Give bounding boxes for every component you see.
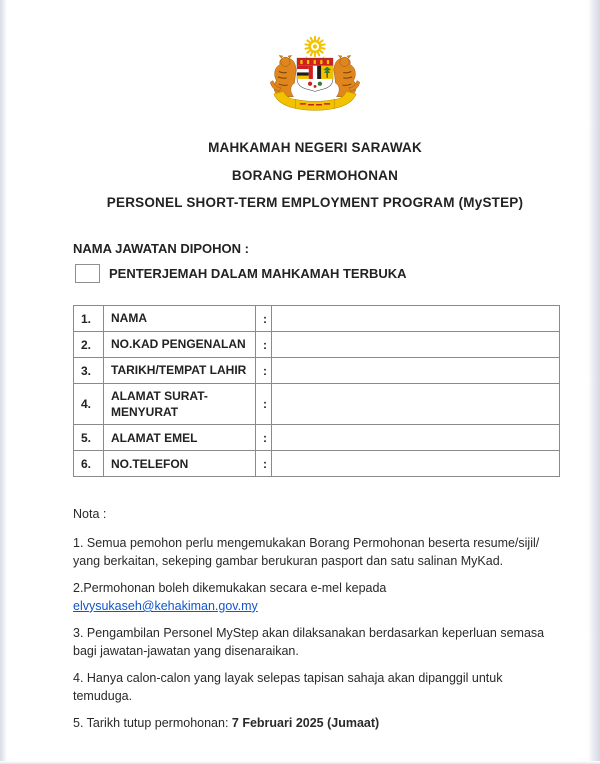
row-separator: : [256,451,272,477]
table-row [74,451,560,477]
row-separator: : [256,425,272,451]
row-number: 1. [74,306,104,332]
program-name-title: PERSONEL SHORT-TERM EMPLOYMENT PROGRAM (MySTEP) [106,195,524,210]
row-separator: : [256,384,272,425]
note-1-text: 1. Semua pemohon perlu mengemukakan Borang Permohonan beserta resume/sijil/ yang berkaitan, sekeping gambar berukuran pasport dan satu salinan MyKad. [73,536,540,568]
note-1 [73,535,557,571]
table-row [74,332,560,358]
row-label: NAMA [104,306,256,332]
tarikh-lahir-value-field[interactable] [272,358,560,384]
table-row [74,425,560,451]
row-separator: : [256,332,272,358]
row-number: 6. [74,451,104,477]
position-section-label: NAMA JAWATAN DIPOHON : [73,241,249,256]
table-row [74,384,560,425]
row-number: 4. [74,384,104,425]
note-5 [73,715,557,733]
note-4-text: 4. Hanya calon-calon yang layak selepas tapisan sahaja akan dipanggil untuk temuduga. [73,671,503,703]
form-name-title: BORANG PERMOHONAN [231,167,399,183]
nama-value-field[interactable] [272,306,560,332]
note-2 [73,580,557,616]
row-separator: : [256,306,272,332]
telefon-value-field[interactable] [272,451,560,477]
table-row [74,358,560,384]
row-label: NO.KAD PENGENALAN [104,332,256,358]
row-number: 3. [74,358,104,384]
malaysia-coat-of-arms-icon [73,34,557,120]
row-label: TARIKH/TEMPAT LAHIR [104,358,256,384]
table-row [74,306,560,332]
notes-section [73,506,557,733]
position-option-row [75,264,557,283]
kad-pengenalan-value-field[interactable] [272,332,560,358]
note-3 [73,625,557,661]
position-name-label: PENTERJEMAH DALAM MAHKAMAH TERBUKA [109,266,407,281]
applicant-details-table [73,305,560,477]
alamat-emel-value-field[interactable] [272,425,560,451]
page-edge-left [0,0,7,764]
row-label: NO.TELEFON [104,451,256,477]
note-3-text: 3. Pengambilan Personel MyStep akan dilaksanakan berdasarkan keperluan semasa bagi jawatan-jawatan yang disenaraikan. [73,626,545,658]
row-separator: : [256,358,272,384]
note-4 [73,670,557,706]
row-number: 2. [74,332,104,358]
email-link[interactable]: elvysukaseh@kehakiman.gov.my [73,598,258,613]
alamat-surat-value-field[interactable] [272,384,560,425]
row-number: 5. [74,425,104,451]
notes-heading: Nota : [73,507,107,522]
position-checkbox[interactable] [75,264,100,283]
note-5-text: 5. Tarikh tutup permohonan: [73,716,232,731]
page-edge-right [588,0,600,764]
document-header [73,140,557,210]
row-label: ALAMAT EMEL [104,425,256,451]
court-name-title: MAHKAMAH NEGERI SARAWAK [208,140,422,155]
note-2-text: 2.Permohonan boleh dikemukakan secara e-mel kepada [73,581,387,596]
row-label: ALAMAT SURAT-MENYURAT [104,384,256,425]
closing-date-value: 7 Februari 2025 (Jumaat) [231,716,380,731]
position-section [73,241,557,283]
